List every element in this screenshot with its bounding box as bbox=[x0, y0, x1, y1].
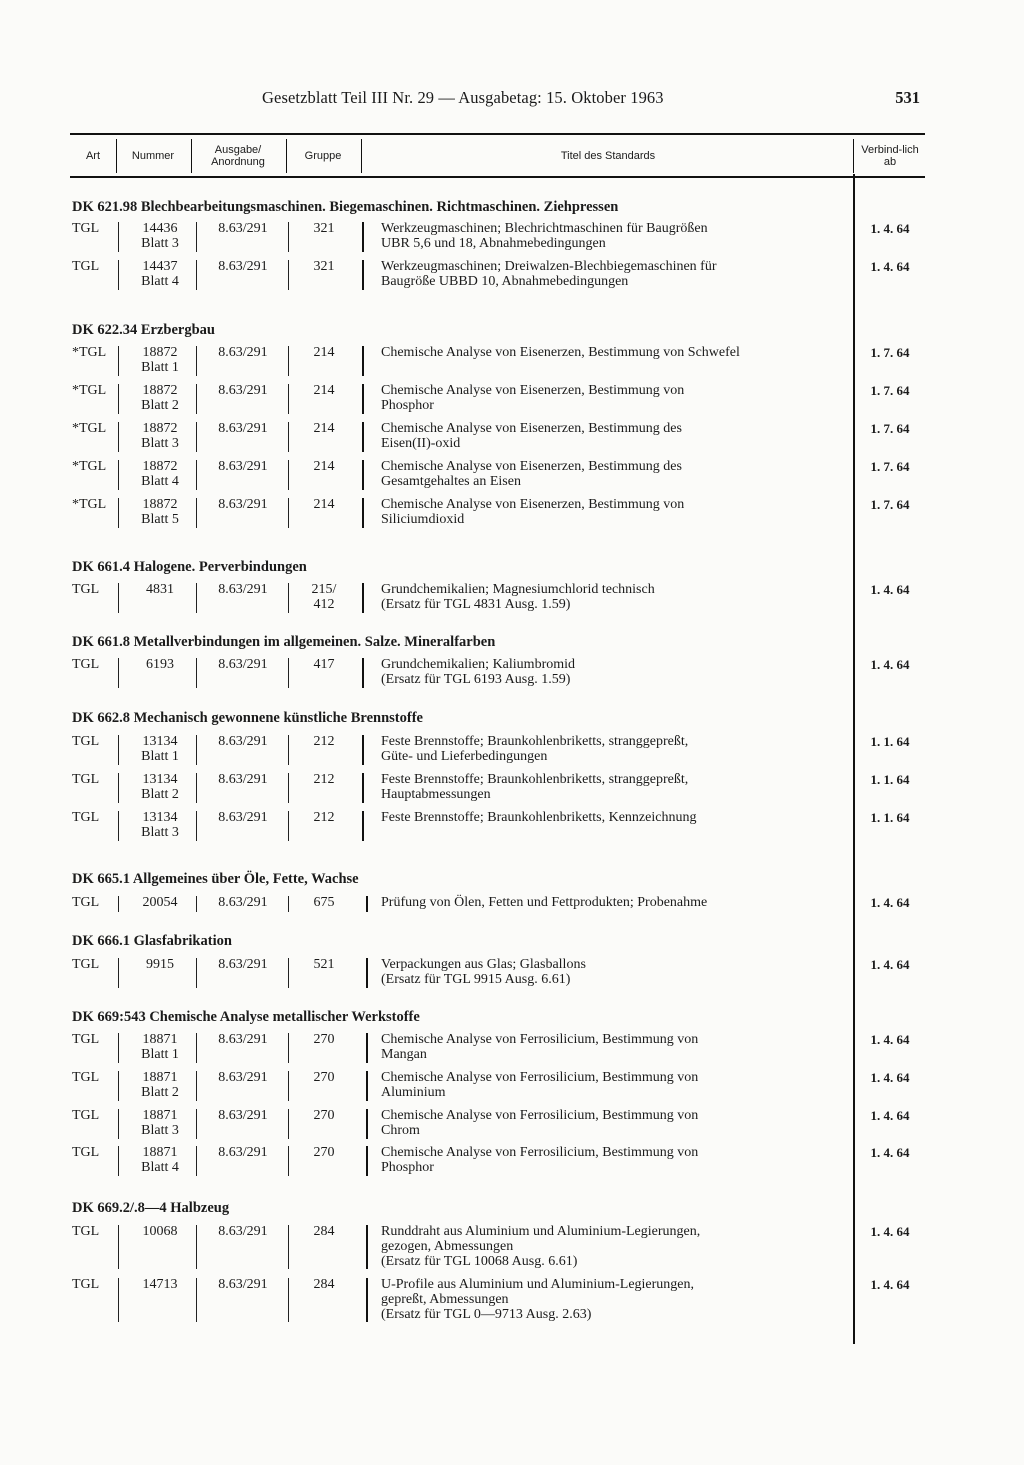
section-heading: DK 621.98 Blechbearbeitungsmaschinen. Biegemaschinen. Richtmaschinen. Ziehpressen bbox=[72, 199, 619, 215]
col-gruppe: Gruppe bbox=[304, 149, 342, 162]
col-verbindlich: Verbind-lich ab bbox=[861, 143, 919, 168]
col-nummer: Nummer bbox=[131, 149, 175, 162]
page-header bbox=[0, 88, 1024, 110]
section-heading: DK 666.1 Glasfabrikation bbox=[72, 933, 232, 949]
column-header bbox=[70, 133, 925, 178]
column-divider bbox=[853, 174, 855, 1344]
section-heading: DK 661.8 Metallverbindungen im allgemeinen. Salze. Mineralfarben bbox=[72, 634, 496, 650]
section-heading: DK 665.1 Allgemeines über Öle, Fette, Wachse bbox=[72, 871, 359, 887]
section-heading: DK 669:543 Chemische Analyse metallischer Werkstoffe bbox=[72, 1009, 420, 1025]
col-art: Art bbox=[85, 149, 101, 162]
section-heading: DK 662.8 Mechanisch gewonnene künstliche Brennstoffe bbox=[72, 710, 423, 726]
section-heading: DK 622.34 Erzbergbau bbox=[72, 322, 215, 338]
section-heading: DK 669.2/.8—4 Halbzeug bbox=[72, 1200, 230, 1216]
section-heading: DK 661.4 Halogene. Perverbindungen bbox=[72, 559, 307, 575]
header-title: Gesetzblatt Teil III Nr. 29 — Ausgabetag: 15. Oktober 1963 bbox=[262, 88, 664, 107]
page-number: 531 bbox=[895, 88, 920, 107]
col-titel: Titel des Standards bbox=[560, 149, 656, 162]
col-ausgabe: Ausgabe/ Anordnung bbox=[211, 143, 265, 168]
